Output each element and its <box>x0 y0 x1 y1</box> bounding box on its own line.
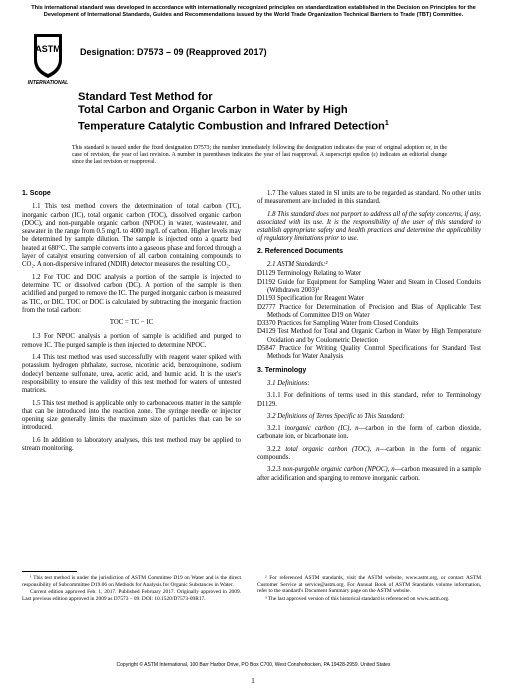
refs-intro: 2.1 ASTM Standards:² <box>267 261 328 269</box>
reference-item: D1129 Terminology Relating to Water <box>257 270 362 278</box>
title-line-1: Standard Test Method for <box>78 91 213 103</box>
reference-item: D1193 Specification for Reagent Water <box>257 295 365 303</box>
paragraph-1-2: 1.2 For TOC and DOC analysis a portion of the sample is injected to determine TC or dissolved carbon (DC). A portion of the sample is then acidified and purged to remove the IC. The purged inorganic carbon is measured as TIC, or DIC. TOC or DOC is calculated by subtracting the inorganic fraction from the total carbon: <box>22 273 242 314</box>
title-line-3: Temperature Catalytic Combustion and Infrared Detection$^1$ <box>78 120 389 133</box>
reference-item: D4129 Test Method for Total and Organic Carbon in Water by High Temperature Oxidation and by Coulometric Detection <box>257 328 481 344</box>
paragraph-1-1: 1.1 This test method covers the determination of total carbon (TC), inorganic carbon (IC), total organic carbon (TOC), dissolved organic carbon (DOC), and non-purgable organic carbon (NPOC) in water, wastewater, and seawater in the range from 0.5 mg/L to 4000 mg/L of carbon. Higher levels may be determined by sample dilution. The sample is injected onto a quartz bed heated at 680°C. The sample converts into a gaseous phase and forced through a layer of catalyst ensuring conversion of all carbon containing compounds to CO₂. A non-dispersive infrared (NDIR) detector measures the resulting CO₂. <box>22 203 241 269</box>
reference-item: D1192 Guide for Equipment for Sampling Water and Steam in Closed Conduits (Withdrawn 2003)³ <box>257 278 481 294</box>
paragraph-3-2-3: 3.2.3 non-purgable organic carbon (NPOC), n—carbon measured in a sample after acidification and sparging to remove inorganic carbon. <box>257 466 481 482</box>
paragraph-3-2: 3.2 Definitions of Terms Specific to This Standard: <box>267 412 405 420</box>
reference-item: D5847 Practice for Writing Quality Control Specifications for Standard Test Methods for Water Analysis <box>257 345 481 361</box>
astm-logo <box>27 30 69 86</box>
designation: Designation: D7573 – 09 (Reapproved 2017) <box>80 47 267 57</box>
footnote-rule <box>22 571 77 572</box>
paragraph-3-1: 3.1 Definitions: <box>267 379 310 387</box>
astm-logo-icon <box>27 30 69 86</box>
reference-list <box>257 270 481 361</box>
copyright-line: Copyright © ASTM International, 100 Barr Harbor Drive, PO Box C700, West Conshohocken, PA 19428-2959. United States <box>116 662 391 668</box>
equation: TOC = TC − IC <box>109 319 154 327</box>
footnotes-left <box>22 571 241 603</box>
footnote-1-edition: Current edition approved Feb. 1, 2017. Published February 2017. Originally approved in 2009. Last previous edition approved in 2009 as D7573 – 09. DOI: 10.1520/D7573-09R17. <box>22 589 241 602</box>
section-heading-scope: 1. Scope <box>22 190 51 197</box>
footnote-3: ³ The last approved version of this historical standard is referenced on www.astm.org. <box>265 595 450 602</box>
paragraph-1-8: 1.8 This standard does not purport to address all of the safety concerns, if any, associated with its use. It is the responsibility of the user of this standard to establish appropriate safety and health practices and determine the applicability of regulatory limitations prior to use. <box>257 210 481 243</box>
right-column <box>257 190 481 487</box>
paragraph-1-5: 1.5 This test method is applicable only to carbonaceous matter in the sample that can be introduced into the reaction zone. The syringe needle or injector opening size generally limits the maximum size of particles that can be so introduced. <box>22 399 241 432</box>
top-notice: This international standard was developed in accordance with internationally recognized principles on standardization established in the Decision on Principles for the Development of International Standards, Guides and Recommendations issued by the World Trade Organization Technical Barriers to Trade (TBT) Committee. <box>31 5 476 18</box>
title-footnote-mark: 1 <box>384 120 389 127</box>
section-heading-terminology: 3. Terminology <box>257 366 307 374</box>
paragraph-1-4: 1.4 This test method was used successfully with reagent water spiked with potassium hydrogen phthalate, sucrose, nicotinic acid, benzoquinone, sodium dodecyl benzene sulfonate, urea, acetic acid, and humic acid. It is the user's responsibility to ensure the validity of this test method for waters of untested matrices. <box>22 354 241 395</box>
section-heading-references: 2. Referenced Documents <box>257 247 343 255</box>
footnote-1: ¹ This test method is under the jurisdiction of ASTM Committee D19 on Water and is the direct responsibility of Subcommittee D19.06 on Methods for Analysis for Organic Substances in Water. <box>22 575 241 588</box>
footnotes-right <box>257 571 481 603</box>
paragraph-1-6: 1.6 In addition to laboratory analyses, this test method may be applied to stream monitoring. <box>22 436 241 453</box>
left-column <box>22 190 241 457</box>
paragraph-1-3: 1.3 For NPOC analysis a portion of sample is acidified and purged to remove IC. The purged sample is then injected to determine NPOC. <box>22 333 241 349</box>
document-title <box>78 91 468 134</box>
paragraph-1-7: 1.7 The values stated in SI units are to be regarded as standard. No other units of measurement are included in this standard. <box>257 190 481 206</box>
footnote-2: ² For referenced ASTM standards, visit the ASTM website, www.astm.org, or contact ASTM Customer Service at service@astm.org. For Annual Book of ASTM Standards volume information, refer to the standard's Document Summary page on the ASTM website. <box>257 575 481 595</box>
reference-item: D3370 Practices for Sampling Water from Closed Conduits <box>257 320 419 328</box>
paragraph-3-2-1: 3.2.1 inorganic carbon (IC), n—carbon in the form of carbon dioxide, carbonate ion, or bicarbonate ion. <box>257 425 482 441</box>
paragraph-3-2-2: 3.2.2 total organic carbon (TOC), n—carbon in the form of organic compounds. <box>257 445 481 462</box>
paragraph-3-1-1: 3.1.1 For definitions of terms used in this standard, refer to Terminology D1129. <box>257 392 481 408</box>
svg-text:ASTM: ASTM <box>35 44 61 54</box>
title-line-2: Total Carbon and Organic Carbon in Water by High <box>78 104 348 116</box>
page-number: 1 <box>251 677 255 685</box>
svg-text:INTERNATIONAL: INTERNATIONAL <box>27 80 69 86</box>
reference-item: D2777 Practice for Determination of Precision and Bias of Applicable Test Methods of Committee D19 on Water <box>257 303 481 319</box>
issued-note: This standard is issued under the fixed designation D7573; the number immediately following the designation indicates the year of original adoption or, in the case of revision, the year of last revision. A number in parentheses indicates the year of last reapproval. A superscript epsilon (ε) indicates an editorial change since the last revision or reapproval. <box>72 145 447 166</box>
